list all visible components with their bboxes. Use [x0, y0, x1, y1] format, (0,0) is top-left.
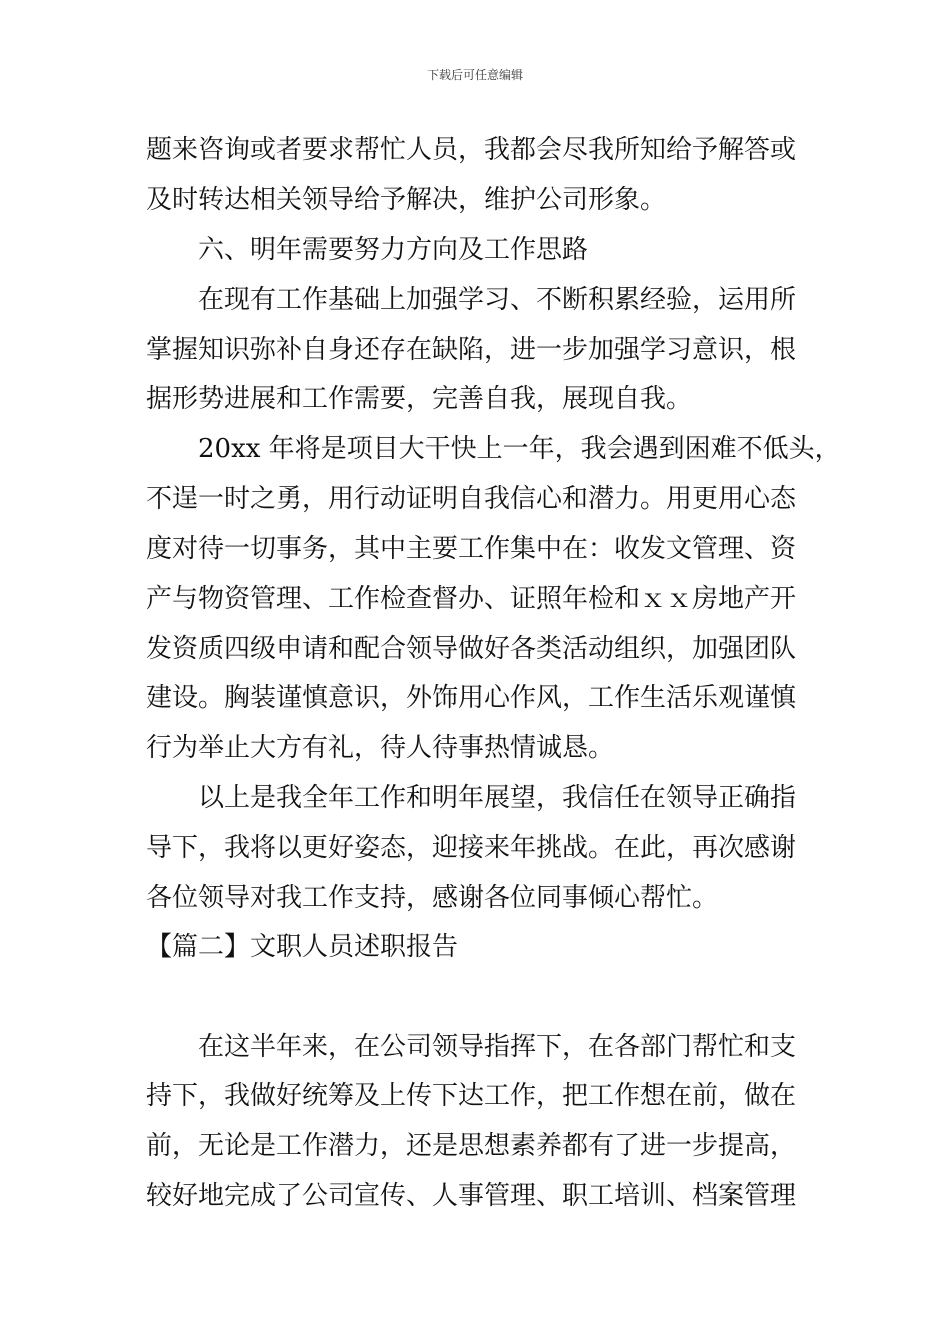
- text-line: 较好地完成了公司宣传、人事管理、职工培训、档案管理: [146, 1181, 797, 1211]
- text-line: 不逞一时之勇，用行动证明自我信心和潜力。用更用心态: [146, 484, 797, 514]
- text-line: 20xx 年将是项目大干快上一年，我会遇到困难不低头，: [198, 434, 841, 464]
- text-line: 导下，我将以更好姿态，迎接来年挑战。在此，再次感谢: [146, 833, 797, 863]
- text-line: 前，无论是工作潜力，还是思想素养都有了进一步提高，: [146, 1131, 797, 1161]
- text-line: 在现有工作基础上加强学习、不断积累经验，运用所: [198, 285, 797, 315]
- text-line: 行为举止大方有礼，待人待事热情诚恳。: [146, 733, 615, 763]
- part-heading: 【篇二】文职人员述职报告: [146, 932, 459, 962]
- text-line: 在这半年来，在公司领导指挥下，在各部门帮忙和支: [198, 1032, 797, 1062]
- text-line: 以上是我全年工作和明年展望，我信任在领导正确指: [198, 783, 797, 813]
- text-line: 题来咨询或者要求帮忙人员，我都会尽我所知给予解答或: [146, 135, 797, 165]
- header-note: 下载后可任意编辑: [426, 68, 523, 82]
- text-line: 产与物资管理、工作检查督办、证照年检和ｘｘ房地产开: [146, 584, 797, 614]
- text-line: 持下，我做好统筹及上传下达工作，把工作想在前，做在: [146, 1081, 797, 1111]
- text-line: 发资质四级申请和配合领导做好各类活动组织，加强团队: [146, 634, 797, 664]
- section-heading: 六、明年需要努力方向及工作思路: [198, 235, 589, 265]
- text-line: 各位领导对我工作支持，感谢各位同事倾心帮忙。: [146, 883, 719, 913]
- text-line: 建设。胸装谨慎意识，外饰用心作风，工作生活乐观谨慎: [146, 683, 797, 713]
- text-line: 及时转达相关领导给予解决，维护公司形象。: [146, 185, 667, 215]
- text-line: 据形势进展和工作需要，完善自我，展现自我。: [146, 384, 693, 414]
- text-line: 掌握知识弥补自身还存在缺陷，进一步加强学习意识，根: [146, 335, 797, 365]
- text-line: 度对待一切事务，其中主要工作集中在：收发文管理、资: [146, 534, 797, 564]
